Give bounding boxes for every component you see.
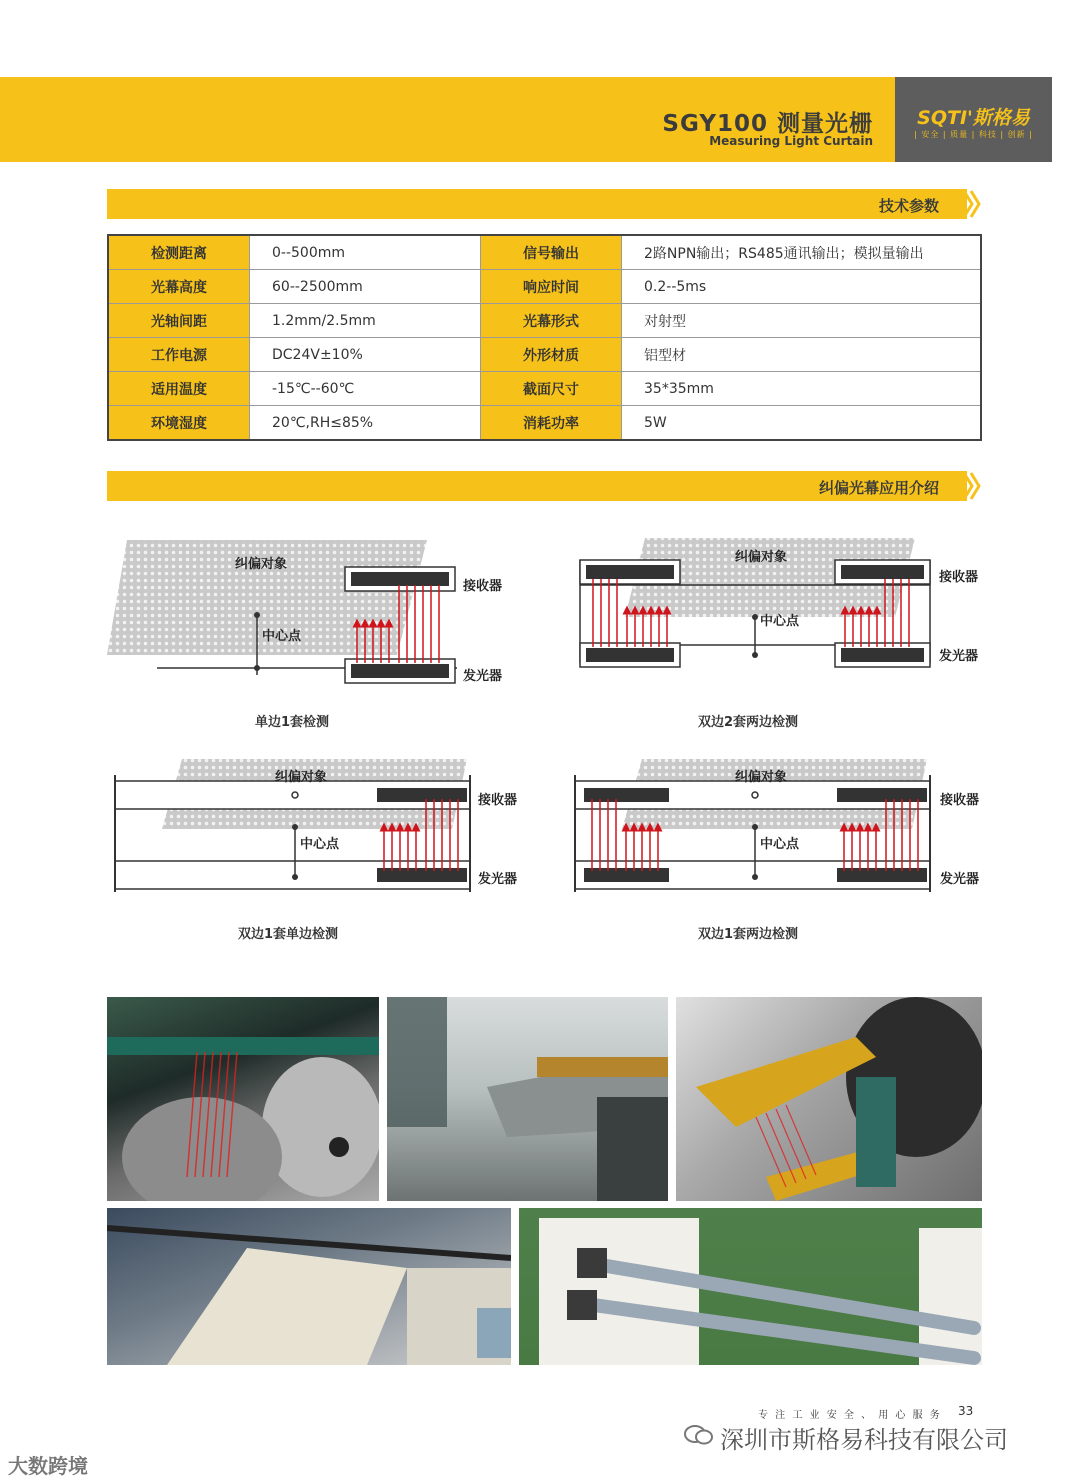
photo-factory-line — [387, 997, 668, 1201]
label-emitter: 发光器 — [939, 649, 979, 664]
spec-value: 5W — [622, 406, 982, 441]
caption-double-one-set-single: 双边1套单边检测 — [238, 927, 339, 942]
label-object: 纠偏对象 — [735, 770, 788, 785]
label-receiver: 接收器 — [939, 570, 979, 585]
spec-value: 60--2500mm — [250, 270, 481, 304]
stripes-decoration — [955, 471, 985, 501]
page-number: 33 — [958, 1404, 974, 1418]
label-object: 纠偏对象 — [275, 770, 328, 785]
spec-key: 光幕高度 — [108, 270, 250, 304]
spec-key: 光幕形式 — [481, 304, 622, 338]
spec-key: 截面尺寸 — [481, 372, 622, 406]
label-receiver: 接收器 — [463, 579, 503, 594]
table-row — [108, 304, 981, 338]
spec-value: 20℃,RH≤85% — [250, 406, 481, 441]
footer-slogan: 专 注 工 业 安 全 、 用 心 服 务 — [758, 1410, 942, 1421]
spec-key: 工作电源 — [108, 338, 250, 372]
spec-key: 适用温度 — [108, 372, 250, 406]
spec-value: 35*35mm — [622, 372, 982, 406]
logo-text: SQTI'斯格易 — [917, 107, 1030, 129]
caption-double-two-sets: 双边2套两边检测 — [698, 715, 799, 730]
page-title: SGY100 测量光栅 — [662, 111, 873, 137]
label-emitter: 发光器 — [478, 872, 518, 887]
watermark-text: 大数跨境 — [8, 1454, 88, 1478]
caption-single-side: 单边1套检测 — [255, 715, 330, 730]
spec-key: 检测距离 — [108, 235, 250, 270]
table-row — [108, 372, 981, 406]
spec-key: 外形材质 — [481, 338, 622, 372]
photo-machine-rollers — [107, 997, 379, 1201]
section-title-specs: 技术参数 — [878, 197, 939, 215]
spec-key: 光轴间距 — [108, 304, 250, 338]
logo-tagline: | 安全 | 质量 | 科技 | 创新 | — [914, 130, 1033, 139]
spec-value: 0--500mm — [250, 235, 481, 270]
label-emitter: 发光器 — [940, 872, 980, 887]
page-subtitle: Measuring Light Curtain — [709, 134, 873, 148]
spec-value: -15℃--60℃ — [250, 372, 481, 406]
label-center: 中心点 — [262, 629, 302, 644]
label-object: 纠偏对象 — [735, 550, 788, 565]
diagram-single-side — [107, 535, 527, 695]
stripes-decoration — [955, 189, 985, 219]
label-object: 纠偏对象 — [235, 557, 288, 572]
label-center: 中心点 — [300, 837, 340, 852]
spec-key: 消耗功率 — [481, 406, 622, 441]
spec-key: 响应时间 — [481, 270, 622, 304]
photo-light-curtain-closeup — [676, 997, 982, 1201]
label-center: 中心点 — [760, 614, 800, 629]
spec-value: 2路NPN输出；RS485通讯输出；模拟量输出 — [622, 235, 982, 270]
diagram-double-one-set-single — [112, 757, 532, 897]
label-receiver: 接收器 — [478, 793, 518, 808]
spec-key: 环境湿度 — [108, 406, 250, 441]
section-bar-specs — [107, 189, 967, 219]
caption-double-one-set-both: 双边1套两边检测 — [698, 927, 799, 942]
wechat-icon — [684, 1424, 714, 1446]
spec-value: 对射型 — [622, 304, 982, 338]
spec-key: 信号输出 — [481, 235, 622, 270]
table-row — [108, 270, 981, 304]
diagram-double-one-set-both — [572, 757, 992, 897]
section-bar-applications — [107, 471, 967, 501]
spec-value: 铝型材 — [622, 338, 982, 372]
table-row — [108, 235, 981, 270]
photo-fabric-inspection — [107, 1208, 511, 1365]
section-title-applications: 纠偏光幕应用介绍 — [818, 479, 939, 497]
spec-table — [107, 234, 982, 441]
company-name: 深圳市斯格易科技有限公司 — [720, 1426, 1008, 1454]
photo-product-package — [519, 1208, 982, 1365]
table-row — [108, 406, 981, 441]
label-center: 中心点 — [760, 837, 800, 852]
diagram-double-two-sets — [575, 535, 995, 675]
table-row — [108, 338, 981, 372]
spec-value: DC24V±10% — [250, 338, 481, 372]
label-receiver: 接收器 — [940, 793, 980, 808]
spec-value: 1.2mm/2.5mm — [250, 304, 481, 338]
brand-logo — [895, 77, 1052, 162]
header-band — [0, 77, 895, 162]
spec-value: 0.2--5ms — [622, 270, 982, 304]
label-emitter: 发光器 — [463, 669, 503, 684]
